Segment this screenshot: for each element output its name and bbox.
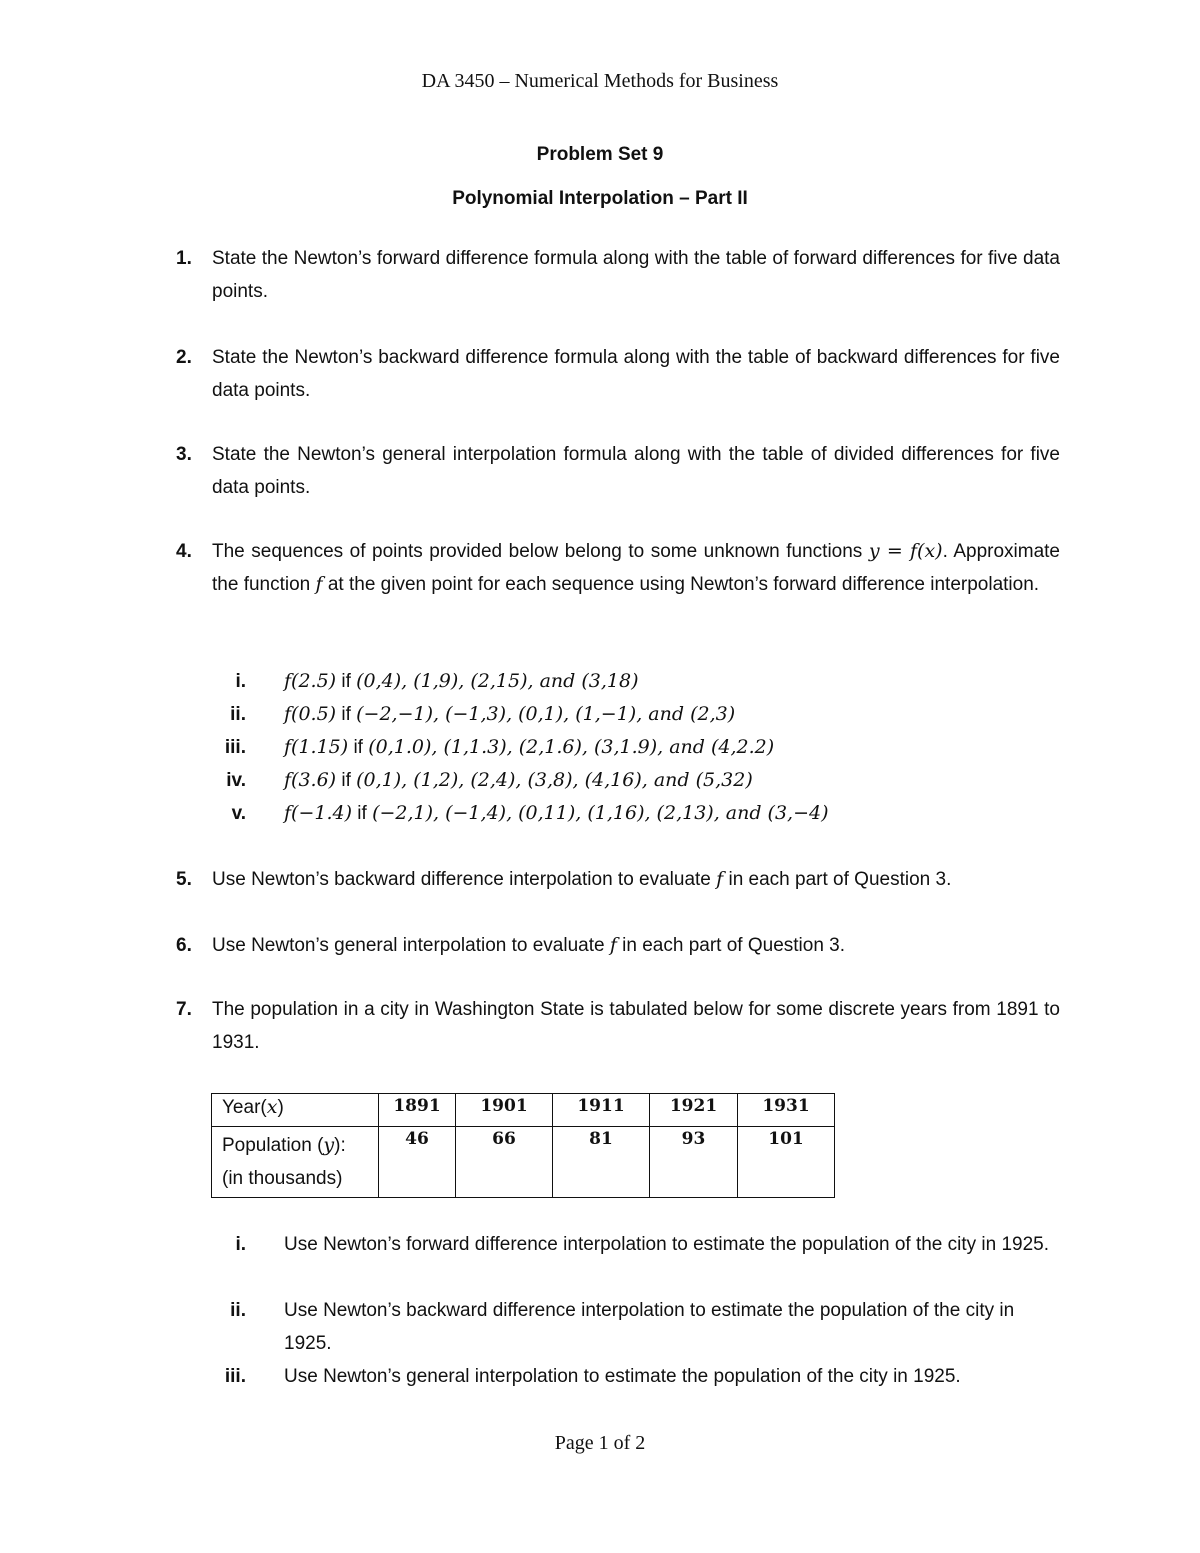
year-cell: 1921 [650,1094,738,1127]
population-cell: 101 [738,1127,835,1198]
math-expression: f(0.5) [284,703,337,725]
q7-part-i [176,1228,1060,1261]
text-segment: if [336,671,357,692]
question-number: 2. [176,347,192,368]
question-text [212,535,1060,601]
population-cell: 66 [456,1127,553,1198]
page-number: Page 1 of 2 [554,1432,646,1454]
question-4 [176,535,1060,601]
math-expression: (0,1), (1,2), (2,4), (3,8), (4,16), and (5,32) [356,769,753,791]
text-segment: if [336,770,357,791]
question-number: 6. [176,935,192,956]
part-number: iii. [224,737,246,758]
math-expression: f [716,868,724,890]
part-number: v. [231,803,246,824]
math-expression: y [323,1134,335,1156]
question-text: The population in a city in Washington State is tabulated below for some discrete years from 1891 to 1931. [212,999,1060,1053]
question-text: State the Newton’s general interpolation formula along with the table of divided differences for five data points. [212,444,1060,498]
text-segment: if [348,737,369,758]
text-segment: in each part of Question 3. [616,935,846,956]
population-table [211,1093,835,1198]
text-segment: ): [334,1135,346,1156]
year-cell: 1911 [553,1094,650,1127]
part-number: iv. [226,770,246,791]
math-expression: f(2.5) [284,670,337,692]
q7-part-iii [176,1360,1076,1393]
year-cell: 1891 [379,1094,456,1127]
text-segment: Use Newton’s general interpolation to evaluate [212,935,610,956]
part-text: Use Newton’s backward difference interpolation to estimate the population of the city in 1925. [284,1300,1015,1354]
question-text [212,863,1060,896]
text-segment: . Approximate the function [212,541,1060,595]
text-segment: if [352,803,373,824]
math-expression: (0,4), (1,9), (2,15), and (3,18) [356,670,639,692]
problem-set-subtitle: Polynomial Interpolation – Part II [452,188,748,209]
text-segment: Population ( [222,1135,324,1156]
question-number: 1. [176,248,192,269]
question-number: 5. [176,869,192,890]
part-number: iii. [224,1366,246,1387]
text-segment: if [336,704,357,725]
math-expression: x [266,1096,278,1118]
table-header-cell [212,1127,379,1198]
text-segment: (in thousands) [222,1168,343,1189]
table-row [212,1127,835,1198]
part-text: Use Newton’s forward difference interpolation to estimate the population of the city in 1925. [284,1234,1050,1255]
question-number: 7. [176,999,192,1020]
text-segment: ) [277,1097,284,1118]
question-5 [176,863,1060,896]
year-cell: 1931 [738,1094,835,1127]
math-expression: (0,1.0), (1,1.3), (2,1.6), (3,1.9), and (4,2.2) [368,736,775,758]
question-text: State the Newton’s forward difference formula along with the table of forward differences for five data points. [212,248,1060,302]
question-6 [176,929,1060,962]
problem-set-title: Problem Set 9 [536,144,664,165]
question-1 [176,242,1060,308]
math-expression: (−2,1), (−1,4), (0,11), (1,16), (2,13), and (3,−4) [372,802,829,824]
question-number: 4. [176,541,192,562]
population-cell: 93 [650,1127,738,1198]
part-number: i. [235,1234,246,1255]
course-header: DA 3450 – Numerical Methods for Business [421,70,779,92]
math-expression: f(1.15) [284,736,349,758]
math-expression: y = f(x) [868,540,943,562]
question-text: State the Newton’s backward difference formula along with the table of backward differences for five data points. [212,347,1060,401]
text-segment: Use Newton’s backward difference interpolation to evaluate [212,869,717,890]
part-number: ii. [230,704,246,725]
table-row [212,1094,835,1127]
population-cell: 81 [553,1127,650,1198]
math-expression: f(−1.4) [284,802,352,824]
text-segment: Year( [222,1097,267,1118]
q7-part-ii [176,1294,1060,1360]
text-segment: at the given point for each sequence using Newton’s forward difference interpolation. [322,574,1040,595]
question-number: 3. [176,444,192,465]
math-expression: f [315,573,323,595]
math-expression: f [609,934,617,956]
table-header-cell [212,1094,379,1127]
math-expression: (−2,−1), (−1,3), (0,1), (1,−1), and (2,3) [356,703,736,725]
part-number: i. [235,671,246,692]
text-segment: The sequences of points provided below belong to some unknown functions [212,541,869,562]
part-number: ii. [230,1300,246,1321]
population-cell: 46 [379,1127,456,1198]
question-7 [176,993,1060,1059]
question-text [212,929,1060,962]
question-2 [176,341,1060,407]
year-cell: 1901 [456,1094,553,1127]
math-expression: f(3.6) [284,769,337,791]
question-3 [176,438,1060,504]
text-segment: in each part of Question 3. [723,869,952,890]
part-text: Use Newton’s general interpolation to estimate the population of the city in 1925. [284,1366,961,1387]
